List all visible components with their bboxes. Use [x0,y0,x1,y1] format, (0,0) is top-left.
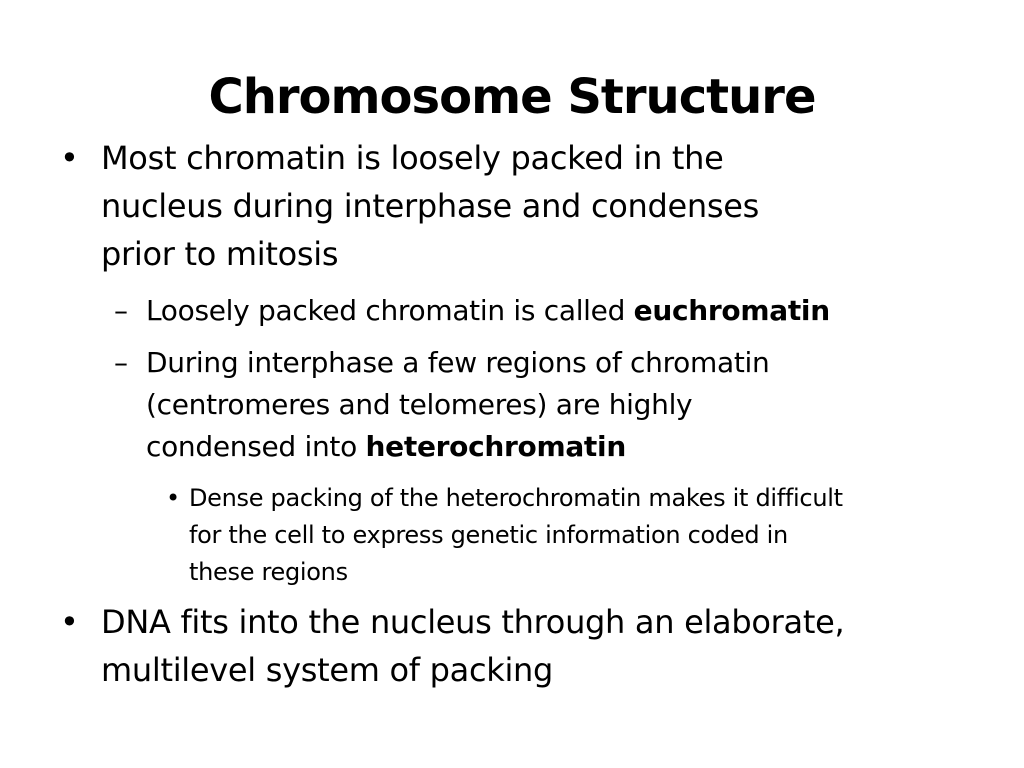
slide-title: Chromosome Structure [208,69,816,125]
bullet-marker: • [60,603,79,641]
dash-marker: – [114,294,128,327]
bullet-item-4 [189,480,843,591]
bullet-line: for the cell to express genetic information coded in [189,521,788,549]
bullet-text: Loosely packed chromatin is called [146,294,634,327]
bullet-line: (centromeres and telomeres) are highly [146,388,693,421]
bullet-line: multilevel system of packing [101,651,554,689]
bullet-marker: • [60,139,79,177]
bullet-text: condensed into [146,430,366,463]
bullet-item-1 [101,134,759,278]
bullet-line: DNA fits into the nucleus through an elaborate, [101,603,845,641]
dash-marker: – [114,346,128,379]
bullet-line: Most chromatin is loosely packed in the [101,139,724,177]
bullet-marker: • [166,484,180,512]
bullet-item-5 [101,598,844,694]
bullet-line: Dense packing of the heterochromatin makes it difficult [189,484,843,512]
term-euchromatin: euchromatin [633,294,830,327]
bullet-line: prior to mitosis [101,235,339,273]
bullet-item-2 [146,290,830,332]
bullet-line: During interphase a few regions of chromatin [146,346,770,379]
bullet-line: these regions [189,558,348,586]
bullet-line: nucleus during interphase and condenses [101,187,760,225]
bullet-item-3 [146,342,769,468]
term-heterochromatin: heterochromatin [365,430,626,463]
